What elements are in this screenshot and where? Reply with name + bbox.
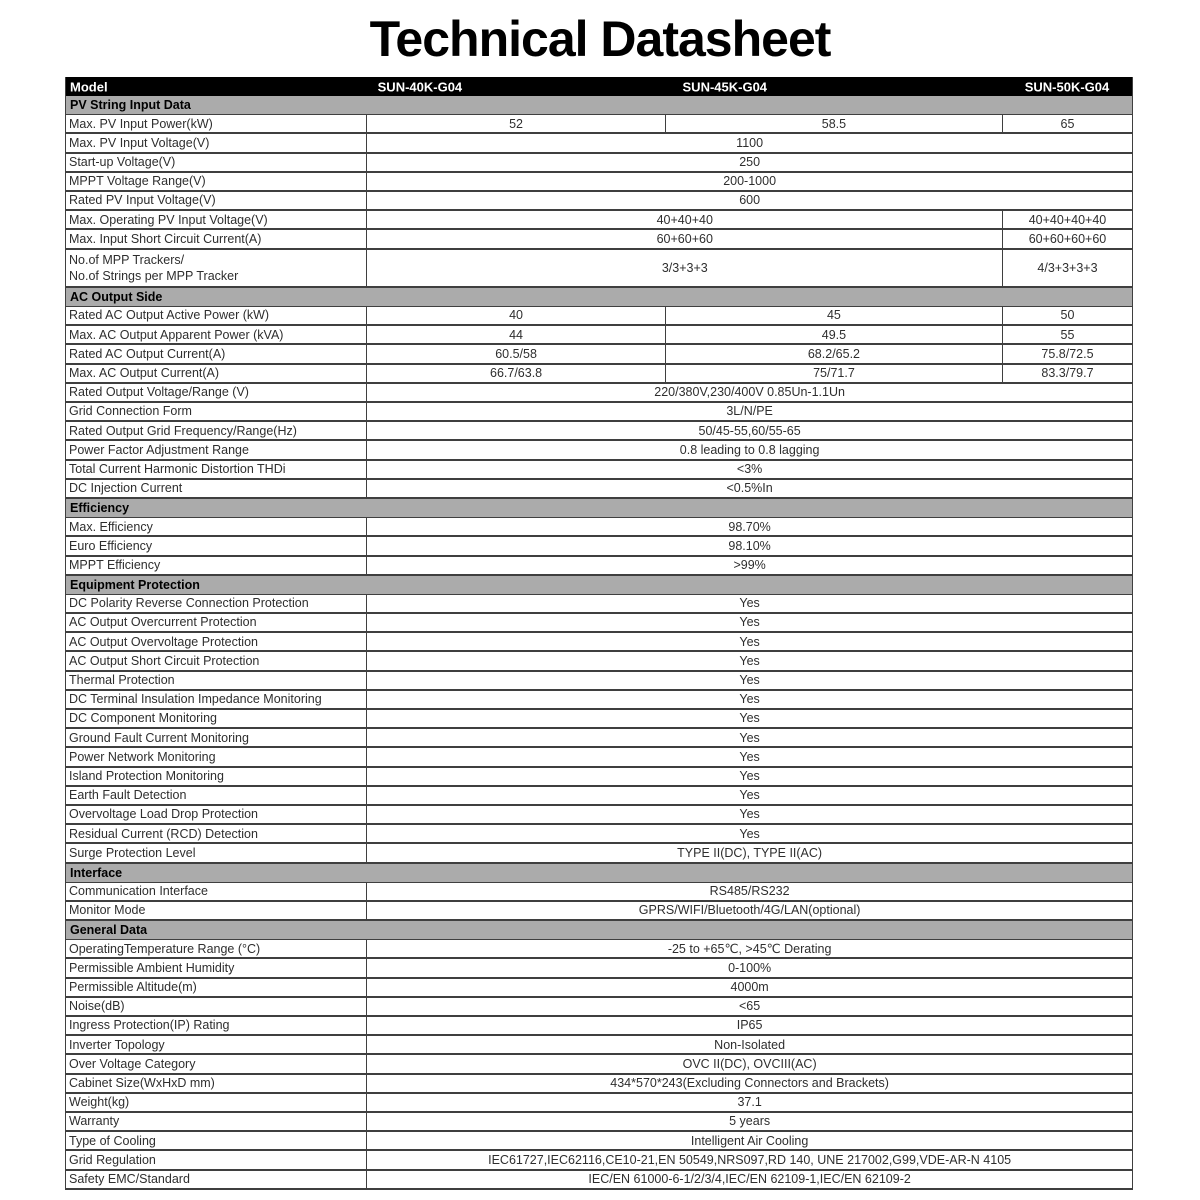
table-row: [66, 729, 1132, 748]
row-label: Power Network Monitoring: [69, 749, 216, 764]
row-value: 83.3/79.7: [1002, 365, 1132, 382]
row-value: 52: [366, 115, 664, 132]
row-value: 45: [665, 307, 1002, 324]
row-value: Non-Isolated: [366, 1036, 1131, 1053]
table-row: [66, 537, 1132, 556]
row-label: Rated Output Voltage/Range (V): [69, 385, 249, 400]
row-value: >99%: [366, 557, 1131, 574]
table-row: [66, 979, 1132, 998]
row-value: 55: [1002, 326, 1132, 343]
row-value: <3%: [366, 461, 1131, 478]
row-label: AC Output Short Circuit Protection: [69, 653, 260, 668]
row-value: 65: [1002, 115, 1132, 132]
row-label: Earth Fault Detection: [69, 788, 187, 803]
section-title: Equipment Protection: [66, 576, 1132, 595]
table-row: [66, 1171, 1132, 1190]
row-value: 60+60+60: [366, 230, 1002, 247]
section-title: PV String Input Data: [66, 96, 1132, 115]
row-value: IP65: [366, 1017, 1131, 1034]
model-name-sun-50k: SUN-50K-G04: [1024, 79, 1110, 94]
row-value: <65: [366, 998, 1131, 1015]
row-label: No.of MPP Trackers/ No.of Strings per MPP Tracker: [69, 252, 239, 283]
row-label: Weight(kg): [69, 1095, 130, 1110]
row-label: Residual Current (RCD) Detection: [69, 826, 258, 841]
table-row: [66, 134, 1132, 153]
row-label: MPPT Voltage Range(V): [69, 174, 206, 189]
row-label: Inverter Topology: [69, 1037, 165, 1052]
table-row: [66, 691, 1132, 710]
row-label: Rated Output Grid Frequency/Range(Hz): [69, 423, 297, 438]
row-label: MPPT Efficiency: [69, 557, 161, 572]
table-row: [66, 384, 1132, 403]
row-label: Max. AC Output Current(A): [69, 366, 220, 381]
model-header-label: Model: [70, 79, 108, 94]
row-value: -25 to +65℃, >45℃ Derating: [366, 940, 1131, 957]
row-label: Permissible Ambient Humidity: [69, 960, 235, 975]
row-value: RS485/RS232: [366, 883, 1131, 900]
table-row: [66, 403, 1132, 422]
table-row: [66, 710, 1132, 729]
table-row: [66, 192, 1132, 211]
row-value: Yes: [366, 729, 1131, 746]
table-row: [66, 748, 1132, 767]
table-row: [66, 307, 1132, 326]
table-row: [66, 115, 1132, 134]
row-value: 66.7/63.8: [366, 365, 664, 382]
row-label: AC Output Overvoltage Protection: [69, 634, 258, 649]
table-row: [66, 672, 1132, 691]
row-value: 75.8/72.5: [1002, 345, 1132, 362]
row-label: Rated PV Input Voltage(V): [69, 193, 216, 208]
spec-table-body: [66, 96, 1132, 1190]
table-row: [66, 768, 1132, 787]
row-value: 3L/N/PE: [366, 403, 1131, 420]
spec-table: [65, 77, 1133, 1190]
row-label: Max. Input Short Circuit Current(A): [69, 231, 262, 246]
row-value: GPRS/WIFI/Bluetooth/4G/LAN(optional): [366, 902, 1131, 919]
row-value: IEC/EN 61000-6-1/2/3/4,IEC/EN 62109-1,IEC/EN 62109-2: [366, 1171, 1131, 1188]
table-row: [66, 595, 1132, 614]
row-value: 58.5: [665, 115, 1002, 132]
table-row: [66, 614, 1132, 633]
table-row: [66, 480, 1132, 499]
row-value: Yes: [366, 748, 1131, 765]
table-row: [66, 1113, 1132, 1132]
table-row: [66, 902, 1132, 921]
table-row: [66, 940, 1132, 959]
row-value: 4/3+3+3+3: [1002, 250, 1132, 286]
table-row: [66, 1075, 1132, 1094]
row-label: Over Voltage Category: [69, 1056, 196, 1071]
table-row: [66, 1055, 1132, 1074]
table-row: [66, 959, 1132, 978]
row-value: 98.70%: [366, 518, 1131, 535]
section-title: Interface: [66, 864, 1132, 883]
row-value: 5 years: [366, 1113, 1131, 1130]
table-row: [66, 787, 1132, 806]
row-value: 60.5/58: [366, 345, 664, 362]
row-value: Intelligent Air Cooling: [366, 1132, 1131, 1149]
row-value: 250: [366, 154, 1131, 171]
row-value: Yes: [366, 652, 1131, 669]
row-label: Cabinet Size(WxHxD mm): [69, 1075, 215, 1090]
table-row: [66, 1094, 1132, 1113]
table-row: [66, 1036, 1132, 1055]
model-name-sun-40k: SUN-40K-G04: [377, 79, 463, 94]
row-value: 40+40+40+40: [1002, 211, 1132, 228]
row-label: DC Injection Current: [69, 481, 183, 496]
row-label: Safety EMC/Standard: [69, 1171, 190, 1186]
row-value: 0.8 leading to 0.8 lagging: [366, 441, 1131, 458]
table-row: [66, 557, 1132, 576]
row-label: Start-up Voltage(V): [69, 154, 176, 169]
row-value: 434*570*243(Excluding Connectors and Brackets): [366, 1075, 1131, 1092]
row-label: Grid Connection Form: [69, 404, 192, 419]
row-label: Ingress Protection(IP) Rating: [69, 1018, 230, 1033]
table-row: [66, 652, 1132, 671]
row-label: Island Protection Monitoring: [69, 768, 224, 783]
row-value: Yes: [366, 806, 1131, 823]
table-row: [66, 326, 1132, 345]
row-label: Max. PV Input Voltage(V): [69, 135, 210, 150]
table-row: [66, 518, 1132, 537]
section-title: AC Output Side: [66, 288, 1132, 307]
table-row: [66, 825, 1132, 844]
row-value: 40: [366, 307, 664, 324]
row-label: Noise(dB): [69, 999, 125, 1014]
table-row: [66, 1132, 1132, 1151]
table-row: [66, 154, 1132, 173]
table-header-row: [66, 77, 1132, 96]
row-value: Yes: [366, 614, 1131, 631]
table-row: [66, 173, 1132, 192]
row-value: 220/380V,230/400V 0.85Un-1.1Un: [366, 384, 1131, 401]
table-row: [66, 998, 1132, 1017]
row-label: Rated AC Output Active Power (kW): [69, 308, 270, 323]
page-title: Technical Datasheet: [369, 11, 831, 67]
table-row: [66, 441, 1132, 460]
row-value: 50: [1002, 307, 1132, 324]
row-value: <0.5%In: [366, 480, 1131, 497]
row-label: OperatingTemperature Range (°C): [69, 941, 261, 956]
row-value: 200-1000: [366, 173, 1131, 190]
row-value: 0-100%: [366, 959, 1131, 976]
row-value: Yes: [366, 787, 1131, 804]
row-label: DC Terminal Insulation Impedance Monitoring: [69, 692, 322, 707]
row-value: Yes: [366, 633, 1131, 650]
row-label: Ground Fault Current Monitoring: [69, 730, 249, 745]
row-value: Yes: [366, 768, 1131, 785]
model-name-sun-45k: SUN-45K-G04: [682, 79, 768, 94]
table-row: [66, 806, 1132, 825]
row-value: 75/71.7: [665, 365, 1002, 382]
row-label: DC Component Monitoring: [69, 711, 217, 726]
row-value: 40+40+40: [366, 211, 1002, 228]
table-row: [66, 230, 1132, 249]
table-row: [66, 883, 1132, 902]
row-value: IEC61727,IEC62116,CE10-21,EN 50549,NRS097,RD 140, UNE 217002,G99,VDE-AR-N 4105: [366, 1151, 1131, 1168]
row-label: Type of Cooling: [69, 1133, 156, 1148]
row-label: Grid Regulation: [69, 1152, 156, 1167]
table-row: [66, 844, 1132, 863]
row-label: Monitor Mode: [69, 903, 146, 918]
row-value: 600: [366, 192, 1131, 209]
row-label: Max. PV Input Power(kW): [69, 116, 213, 131]
row-value: 50/45-55,60/55-65: [366, 422, 1131, 439]
section-title: General Data: [66, 921, 1132, 940]
table-row: [66, 422, 1132, 441]
row-value: Yes: [366, 672, 1131, 689]
row-value: 4000m: [366, 979, 1131, 996]
row-label: Max. Efficiency: [69, 519, 153, 534]
row-value: Yes: [366, 595, 1131, 612]
table-row: [66, 365, 1132, 384]
row-label: AC Output Overcurrent Protection: [69, 615, 257, 630]
row-label: Communication Interface: [69, 884, 208, 899]
row-value: Yes: [366, 825, 1131, 842]
row-value: 68.2/65.2: [665, 345, 1002, 362]
row-value: Yes: [366, 691, 1131, 708]
table-row: [66, 461, 1132, 480]
section-title: Efficiency: [66, 499, 1132, 518]
row-label: Max. Operating PV Input Voltage(V): [69, 212, 268, 227]
row-label: Rated AC Output Current(A): [69, 346, 226, 361]
row-label: Warranty: [69, 1114, 120, 1129]
row-label: Permissible Altitude(m): [69, 980, 197, 995]
table-row: [66, 250, 1132, 288]
table-row: [66, 345, 1132, 364]
row-label: Thermal Protection: [69, 673, 175, 688]
row-value: 3/3+3+3: [366, 250, 1002, 286]
row-label: Max. AC Output Apparent Power (kVA): [69, 327, 284, 342]
row-value: 60+60+60+60: [1002, 230, 1132, 247]
row-value: 98.10%: [366, 537, 1131, 554]
row-label: Overvoltage Load Drop Protection: [69, 807, 258, 822]
row-label: Total Current Harmonic Distortion THDi: [69, 461, 286, 476]
row-value: Yes: [366, 710, 1131, 727]
table-row: [66, 1151, 1132, 1170]
row-value: 37.1: [366, 1094, 1131, 1111]
table-row: [66, 633, 1132, 652]
row-value: 1100: [366, 134, 1131, 151]
row-value: OVC II(DC), OVCIII(AC): [366, 1055, 1131, 1072]
row-label: Euro Efficiency: [69, 538, 153, 553]
row-value: 44: [366, 326, 664, 343]
table-row: [66, 1017, 1132, 1036]
row-value: 49.5: [665, 326, 1002, 343]
row-label: DC Polarity Reverse Connection Protection: [69, 596, 309, 611]
row-value: TYPE II(DC), TYPE II(AC): [366, 844, 1131, 861]
row-label: Power Factor Adjustment Range: [69, 442, 249, 457]
table-row: [66, 211, 1132, 230]
row-label: Surge Protection Level: [69, 845, 196, 860]
